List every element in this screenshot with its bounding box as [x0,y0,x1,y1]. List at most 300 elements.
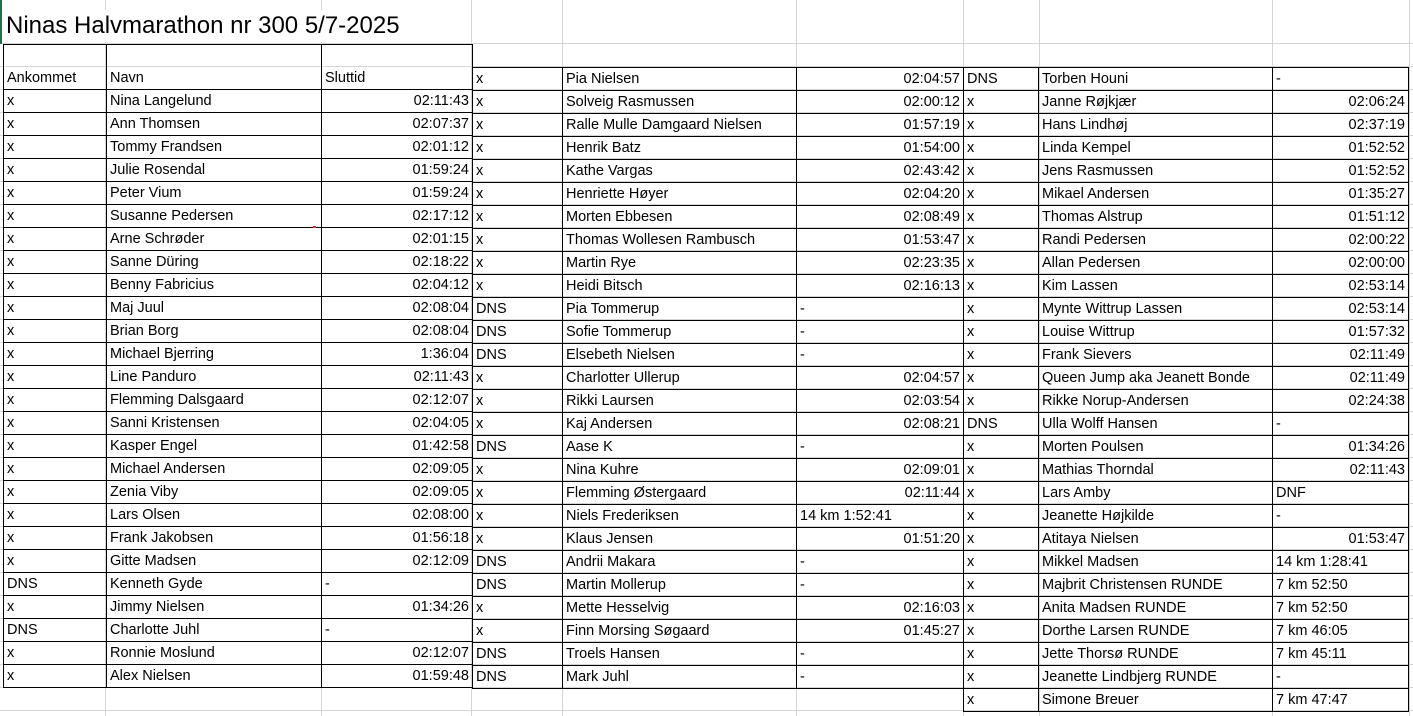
name-cell[interactable]: Pia Tommerup [563,298,797,321]
status-cell[interactable]: x [964,252,1039,275]
table-row [964,68,1409,91]
name-cell[interactable]: Mikkel Madsen [1039,551,1273,574]
time-cell[interactable]: - [1273,666,1409,689]
status-cell[interactable]: x [4,596,107,619]
status-cell[interactable]: x [473,482,563,505]
name-cell[interactable]: Ulla Wolff Hansen [1039,413,1273,436]
status-cell[interactable]: DNS [473,436,563,459]
name-cell[interactable]: Sofie Tommerup [563,321,797,344]
time-cell[interactable]: 7 km 52:50 [1273,597,1409,620]
name-cell[interactable]: Linda Kempel [1039,137,1273,160]
time-cell[interactable]: - [322,619,473,642]
name-cell[interactable]: Rikke Norup-Andersen [1039,390,1273,413]
name-cell[interactable]: Anita Madsen RUNDE [1039,597,1273,620]
name-cell[interactable]: Thomas Alstrup [1039,206,1273,229]
name-cell[interactable]: Ralle Mulle Damgaard Nielsen [563,114,797,137]
name-cell[interactable]: Jimmy Nielsen [107,596,322,619]
status-cell[interactable]: x [473,68,563,91]
status-cell[interactable]: x [4,366,107,389]
time-cell[interactable]: 02:04:05 [322,412,473,435]
status-cell[interactable]: DNS [473,666,563,689]
name-cell[interactable]: Pia Nielsen [563,68,797,91]
name-cell[interactable]: Aase K [563,436,797,459]
time-cell[interactable]: 02:43:42 [797,160,964,183]
status-cell[interactable]: x [964,620,1039,643]
time-cell[interactable]: 01:51:20 [797,528,964,551]
status-cell[interactable]: x [4,205,107,228]
table-row [473,666,964,689]
table-row [473,505,964,528]
name-cell[interactable]: Zenia Viby [107,481,322,504]
status-cell[interactable]: DNS [473,321,563,344]
name-cell[interactable]: Michael Bjerring [107,343,322,366]
name-cell[interactable]: Charlotter Ullerup [563,367,797,390]
name-cell[interactable]: Torben Houni [1039,68,1273,91]
name-cell[interactable]: Mynte Wittrup Lassen [1039,298,1273,321]
name-cell[interactable]: Jeanette Højkilde [1039,505,1273,528]
status-cell[interactable]: x [964,689,1039,712]
name-cell[interactable]: Simone Breuer [1039,689,1273,712]
time-cell[interactable]: - [1273,505,1409,528]
table-row [473,436,964,459]
status-cell[interactable]: x [964,528,1039,551]
name-cell[interactable]: Jette Thorsø RUNDE [1039,643,1273,666]
name-cell[interactable]: Andrii Makara [563,551,797,574]
table-row [473,597,964,620]
name-cell[interactable]: Morten Ebbesen [563,206,797,229]
name-cell[interactable]: Martin Mollerup [563,574,797,597]
time-cell[interactable]: - [1273,68,1409,91]
header-name[interactable]: Navn [107,45,322,90]
name-cell[interactable]: Dorthe Larsen RUNDE [1039,620,1273,643]
name-cell[interactable]: Line Panduro [107,366,322,389]
name-cell[interactable]: Frank Sievers [1039,344,1273,367]
time-cell[interactable]: 02:12:07 [322,389,473,412]
time-cell[interactable]: - [797,321,964,344]
status-cell[interactable]: x [4,274,107,297]
name-cell[interactable]: Sanne Düring [107,251,322,274]
table-row [473,344,964,367]
status-cell[interactable]: x [964,298,1039,321]
time-cell[interactable]: 02:04:20 [797,183,964,206]
time-cell[interactable]: 02:04:57 [797,367,964,390]
status-cell[interactable]: x [473,229,563,252]
status-cell[interactable]: x [4,159,107,182]
status-cell[interactable]: x [473,160,563,183]
table-row [964,666,1409,689]
name-cell[interactable]: Kasper Engel [107,435,322,458]
status-cell[interactable]: DNS [964,68,1039,91]
table-row [4,297,473,320]
name-cell[interactable]: Susanne Pedersen [107,205,322,228]
name-cell[interactable]: Atitaya Nielsen [1039,528,1273,551]
time-cell[interactable]: 01:34:26 [1273,436,1409,459]
time-cell[interactable]: 02:12:09 [322,550,473,573]
time-cell[interactable]: 02:09:05 [322,481,473,504]
table-row [4,573,473,596]
name-cell[interactable]: Mette Hesselvig [563,597,797,620]
name-cell[interactable]: Rikki Laursen [563,390,797,413]
status-cell[interactable]: x [964,574,1039,597]
name-cell[interactable]: Thomas Wollesen Rambusch [563,229,797,252]
time-cell[interactable]: - [322,573,473,596]
status-cell[interactable]: x [473,413,563,436]
time-cell[interactable]: 02:09:01 [797,459,964,482]
time-cell[interactable]: 01:51:12 [1273,206,1409,229]
table-row [4,205,473,228]
time-cell[interactable]: 01:57:32 [1273,321,1409,344]
name-cell[interactable]: Arne Schrøder [107,228,322,251]
name-cell[interactable]: Nina Langelund [107,90,322,113]
table-row [473,68,964,91]
time-cell[interactable]: - [797,436,964,459]
status-cell[interactable]: x [473,206,563,229]
time-cell[interactable]: - [797,574,964,597]
table-row [4,596,473,619]
status-cell[interactable]: x [473,390,563,413]
table-row [4,389,473,412]
status-cell[interactable]: DNS [473,298,563,321]
time-cell[interactable]: 02:08:04 [322,297,473,320]
table-row [473,574,964,597]
status-cell[interactable]: x [964,482,1039,505]
table-row [4,665,473,688]
time-cell[interactable]: 02:03:54 [797,390,964,413]
time-cell[interactable]: 7 km 52:50 [1273,574,1409,597]
status-cell[interactable]: x [473,137,563,160]
status-cell[interactable]: x [964,321,1039,344]
name-cell[interactable]: Queen Jump aka Jeanett Bonde [1039,367,1273,390]
name-cell[interactable]: Klaus Jensen [563,528,797,551]
status-cell[interactable]: x [473,367,563,390]
status-cell[interactable]: x [473,459,563,482]
table-row [964,459,1409,482]
time-cell[interactable]: 02:16:03 [797,597,964,620]
table-row [964,114,1409,137]
table-row [473,275,964,298]
table-row [473,413,964,436]
status-cell[interactable]: x [4,389,107,412]
time-cell[interactable]: 01:53:47 [1273,528,1409,551]
status-cell[interactable]: x [4,251,107,274]
time-cell[interactable]: 01:52:52 [1273,137,1409,160]
table-row [964,528,1409,551]
name-cell[interactable]: Henriette Høyer [563,183,797,206]
name-cell[interactable]: Flemming Østergaard [563,482,797,505]
name-cell[interactable]: Janne Røjkjær [1039,91,1273,114]
name-cell[interactable]: Kenneth Gyde [107,573,322,596]
table-row [473,252,964,275]
time-cell[interactable]: 02:24:38 [1273,390,1409,413]
status-cell[interactable]: x [964,344,1039,367]
name-cell[interactable]: Mathias Thorndal [1039,459,1273,482]
name-cell[interactable]: Elsebeth Nielsen [563,344,797,367]
table-row [473,390,964,413]
name-cell[interactable]: Heidi Bitsch [563,275,797,298]
status-cell[interactable]: x [964,436,1039,459]
status-cell[interactable]: x [473,505,563,528]
time-cell[interactable]: 02:06:24 [1273,91,1409,114]
time-cell[interactable]: - [797,666,964,689]
name-cell[interactable]: Lars Olsen [107,504,322,527]
table-row [473,206,964,229]
time-cell[interactable]: 02:37:19 [1273,114,1409,137]
table-row [473,367,964,390]
status-cell[interactable]: x [473,528,563,551]
name-cell[interactable]: Brian Borg [107,320,322,343]
cell-comment-marker [313,226,316,228]
time-cell[interactable]: 02:11:43 [322,90,473,113]
status-cell[interactable]: x [4,412,107,435]
time-cell[interactable]: 02:08:04 [322,320,473,343]
sheet-title[interactable]: Ninas Halvmarathon nr 300 5/7-2025 [6,10,404,42]
time-cell[interactable]: 02:04:12 [322,274,473,297]
status-cell[interactable]: x [4,504,107,527]
status-cell[interactable]: x [4,182,107,205]
status-cell[interactable]: x [4,343,107,366]
status-cell[interactable]: x [964,229,1039,252]
table-row [4,412,473,435]
header-status[interactable]: Ankommet [4,45,107,90]
name-cell[interactable]: Sanni Kristensen [107,412,322,435]
name-cell[interactable]: Gitte Madsen [107,550,322,573]
table-row [473,91,964,114]
status-cell[interactable]: x [964,367,1039,390]
name-cell[interactable]: Kaj Andersen [563,413,797,436]
table-row [4,481,473,504]
table-row [4,458,473,481]
time-cell[interactable]: 14 km 1:52:41 [797,505,964,528]
name-cell[interactable]: Kim Lassen [1039,275,1273,298]
table-row [964,390,1409,413]
time-cell[interactable]: 02:08:00 [322,504,473,527]
time-cell[interactable]: 01:45:27 [797,620,964,643]
time-cell[interactable]: 02:08:49 [797,206,964,229]
status-cell[interactable]: x [473,91,563,114]
status-cell[interactable]: x [473,597,563,620]
time-cell[interactable]: 02:17:12 [322,205,473,228]
status-cell[interactable]: DNS [4,619,107,642]
status-cell[interactable]: x [964,551,1039,574]
time-cell[interactable]: - [797,551,964,574]
time-cell[interactable]: 7 km 47:47 [1273,689,1409,712]
status-cell[interactable]: x [473,275,563,298]
status-cell[interactable]: DNS [473,344,563,367]
status-cell[interactable]: x [4,136,107,159]
status-cell[interactable]: x [964,183,1039,206]
status-cell[interactable]: x [4,113,107,136]
time-cell[interactable]: 01:53:47 [797,229,964,252]
time-cell[interactable]: 02:07:37 [322,113,473,136]
name-cell[interactable]: Hans Lindhøj [1039,114,1273,137]
name-cell[interactable]: Tommy Frandsen [107,136,322,159]
name-cell[interactable]: Morten Poulsen [1039,436,1273,459]
time-cell[interactable]: 01:57:19 [797,114,964,137]
table-row [473,528,964,551]
time-cell[interactable]: 02:11:49 [1273,367,1409,390]
status-cell[interactable]: x [473,183,563,206]
status-cell[interactable]: x [964,505,1039,528]
name-cell[interactable]: Ann Thomsen [107,113,322,136]
name-cell[interactable]: Troels Hansen [563,643,797,666]
time-cell[interactable]: 02:12:07 [322,642,473,665]
status-cell[interactable]: x [964,206,1039,229]
name-cell[interactable]: Frank Jakobsen [107,527,322,550]
status-cell[interactable]: x [964,597,1039,620]
table-row [4,182,473,205]
time-cell[interactable]: 02:11:44 [797,482,964,505]
time-cell[interactable]: 01:35:27 [1273,183,1409,206]
table-row [473,459,964,482]
status-cell[interactable]: x [964,160,1039,183]
name-cell[interactable]: Finn Morsing Søgaard [563,620,797,643]
table-row [4,504,473,527]
active-cell-marker [0,0,2,44]
status-cell[interactable]: x [964,390,1039,413]
time-cell[interactable]: 01:59:48 [322,665,473,688]
name-cell[interactable]: Majbrit Christensen RUNDE [1039,574,1273,597]
time-cell[interactable]: 02:11:49 [1273,344,1409,367]
time-cell[interactable]: 02:08:21 [797,413,964,436]
header-row [4,45,473,90]
status-cell[interactable]: x [964,275,1039,298]
table-row [964,321,1409,344]
time-cell[interactable]: 01:34:26 [322,596,473,619]
status-cell[interactable]: x [964,666,1039,689]
name-cell[interactable]: Ronnie Moslund [107,642,322,665]
status-cell[interactable]: x [4,481,107,504]
status-cell[interactable]: x [4,665,107,688]
time-cell[interactable]: DNF [1273,482,1409,505]
table-row [4,159,473,182]
table-row [4,90,473,113]
results-table-2 [472,67,964,689]
name-cell[interactable]: Jeanette Lindbjerg RUNDE [1039,666,1273,689]
status-cell[interactable]: DNS [473,574,563,597]
time-cell[interactable]: 02:01:15 [322,228,473,251]
name-cell[interactable]: Kathe Vargas [563,160,797,183]
time-cell[interactable]: 01:56:18 [322,527,473,550]
table-row [964,620,1409,643]
time-cell[interactable]: 02:23:35 [797,252,964,275]
status-cell[interactable]: DNS [473,551,563,574]
table-row [964,252,1409,275]
time-cell[interactable]: 01:42:58 [322,435,473,458]
time-cell[interactable]: 01:59:24 [322,182,473,205]
table-row [964,298,1409,321]
name-cell[interactable]: Michael Andersen [107,458,322,481]
name-cell[interactable]: Nina Kuhre [563,459,797,482]
name-cell[interactable]: Julie Rosendal [107,159,322,182]
status-cell[interactable]: x [4,458,107,481]
table-row [4,435,473,458]
status-cell[interactable]: x [964,643,1039,666]
time-cell[interactable]: 7 km 46:05 [1273,620,1409,643]
name-cell[interactable]: Louise Wittrup [1039,321,1273,344]
table-row [964,482,1409,505]
time-cell[interactable]: 14 km 1:28:41 [1273,551,1409,574]
time-cell[interactable]: 02:18:22 [322,251,473,274]
time-cell[interactable]: 7 km 45:11 [1273,643,1409,666]
status-cell[interactable]: x [964,114,1039,137]
name-cell[interactable]: Flemming Dalsgaard [107,389,322,412]
status-cell[interactable]: x [473,114,563,137]
time-cell[interactable]: 02:00:22 [1273,229,1409,252]
time-cell[interactable]: 1:36:04 [322,343,473,366]
table-row [964,160,1409,183]
name-cell[interactable]: Peter Vium [107,182,322,205]
time-cell[interactable]: 02:00:00 [1273,252,1409,275]
time-cell[interactable]: 02:16:13 [797,275,964,298]
name-cell[interactable]: Mark Juhl [563,666,797,689]
name-cell[interactable]: Solveig Rasmussen [563,91,797,114]
time-cell[interactable]: 01:59:24 [322,159,473,182]
status-cell[interactable]: x [4,550,107,573]
table-row [4,642,473,665]
time-cell[interactable]: 02:53:14 [1273,275,1409,298]
time-cell[interactable]: - [1273,413,1409,436]
name-cell[interactable]: Alex Nielsen [107,665,322,688]
time-cell[interactable]: 01:52:52 [1273,160,1409,183]
header-time[interactable]: Sluttid [322,45,473,90]
name-cell[interactable]: Randi Pedersen [1039,229,1273,252]
name-cell[interactable]: Jens Rasmussen [1039,160,1273,183]
status-cell[interactable]: x [964,137,1039,160]
status-cell[interactable]: x [4,435,107,458]
name-cell[interactable]: Mikael Andersen [1039,183,1273,206]
table-row [4,274,473,297]
time-cell[interactable]: 02:53:14 [1273,298,1409,321]
table-row [4,113,473,136]
status-cell[interactable]: x [4,90,107,113]
time-cell[interactable]: 01:54:00 [797,137,964,160]
status-cell[interactable]: DNS [4,573,107,596]
time-cell[interactable]: 02:11:43 [322,366,473,389]
name-cell[interactable]: Henrik Batz [563,137,797,160]
status-cell[interactable]: DNS [964,413,1039,436]
status-cell[interactable]: x [473,252,563,275]
status-cell[interactable]: x [473,620,563,643]
table-row [964,574,1409,597]
status-cell[interactable]: x [4,527,107,550]
status-cell[interactable]: x [4,228,107,251]
status-cell[interactable]: DNS [473,643,563,666]
name-cell[interactable]: Lars Amby [1039,482,1273,505]
name-cell[interactable]: Allan Pedersen [1039,252,1273,275]
table-row [964,413,1409,436]
status-cell[interactable]: x [4,320,107,343]
status-cell[interactable]: x [4,297,107,320]
name-cell[interactable]: Niels Frederiksen [563,505,797,528]
table-row [964,275,1409,298]
time-cell[interactable]: - [797,344,964,367]
time-cell[interactable]: 02:04:57 [797,68,964,91]
name-cell[interactable]: Maj Juul [107,297,322,320]
name-cell[interactable]: Martin Rye [563,252,797,275]
name-cell[interactable]: Benny Fabricius [107,274,322,297]
status-cell[interactable]: x [4,642,107,665]
time-cell[interactable]: 02:11:43 [1273,459,1409,482]
table-row [964,137,1409,160]
name-cell[interactable]: Charlotte Juhl [107,619,322,642]
time-cell[interactable]: - [797,298,964,321]
status-cell[interactable]: x [964,459,1039,482]
time-cell[interactable]: - [797,643,964,666]
time-cell[interactable]: 02:09:05 [322,458,473,481]
status-cell[interactable]: x [964,91,1039,114]
time-cell[interactable]: 02:00:12 [797,91,964,114]
time-cell[interactable]: 02:01:12 [322,136,473,159]
